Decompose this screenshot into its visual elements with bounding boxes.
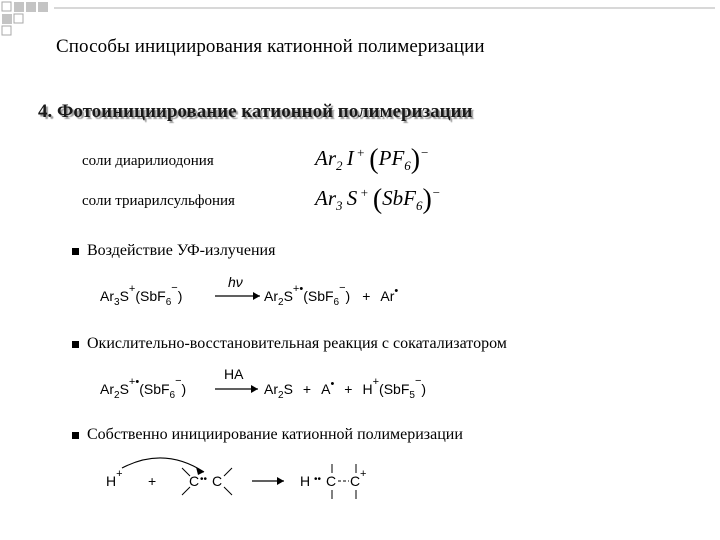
section-heading: 4. Фотоинициирование катионной полимеризации	[38, 101, 473, 122]
uv-condition: hν	[228, 274, 243, 290]
reaction-redox	[100, 367, 480, 407]
formula-triarylsulfonium: $Ar_3$ S + (SbF$_6$)−	[315, 184, 441, 215]
svg-text:+: +	[148, 473, 157, 489]
svg-text:C: C	[350, 473, 361, 489]
bullet-text: Собственно инициирование катионной полимеризации	[87, 426, 463, 443]
svg-text:C: C	[212, 473, 223, 489]
bullet-redox	[72, 335, 507, 353]
svg-text:Ar2S+•(SbF6−): $Ar_2S^{+•}(SbF_6^-)$	[100, 375, 187, 401]
svg-text:H: H	[300, 473, 311, 489]
formula-diaryliodonium: $Ar_2$ I + $(PF_6)^-$	[315, 144, 429, 175]
salt-label-diaryliodonium: соли диарилиодония	[82, 153, 214, 169]
svg-text:C: C	[189, 473, 200, 489]
svg-text:Ar3S+(SbF6−): $Ar_3S^+(SbF_6^-)$	[100, 282, 183, 308]
bullet-marker	[72, 248, 79, 255]
bullet-text: Воздействие УФ-излучения	[87, 242, 276, 259]
bullet-initiation	[72, 426, 463, 444]
bullet-marker	[72, 432, 79, 439]
bullet-text: Окислительно-восстановительная реакция с сокатализатором	[87, 335, 507, 352]
reaction-uv	[100, 274, 460, 314]
svg-text:••: ••	[200, 474, 208, 485]
svg-text:••: ••	[314, 474, 322, 485]
bullet-marker	[72, 341, 79, 348]
svg-text:C: C	[326, 473, 337, 489]
bullet-uv	[72, 242, 275, 260]
svg-text:Ar2S+A•+H+(SbF5−): $Ar_2S + A^• + H^+(SbF_5^-)$	[264, 375, 427, 401]
svg-text:H+: H+	[106, 468, 123, 489]
redox-condition: HA	[224, 367, 244, 382]
salt-label-triarylsulfonium: соли триарилсульфония	[82, 193, 235, 209]
reaction-initiation	[104, 450, 404, 530]
svg-text:+: +	[360, 468, 367, 480]
svg-text:Ar2S+•(SbF6−)+Ar•: $Ar_2S^{+•}(SbF_6^-) + Ar^•$	[264, 282, 399, 308]
slide-title: Способы инициирования катионной полимеризации	[56, 36, 485, 57]
